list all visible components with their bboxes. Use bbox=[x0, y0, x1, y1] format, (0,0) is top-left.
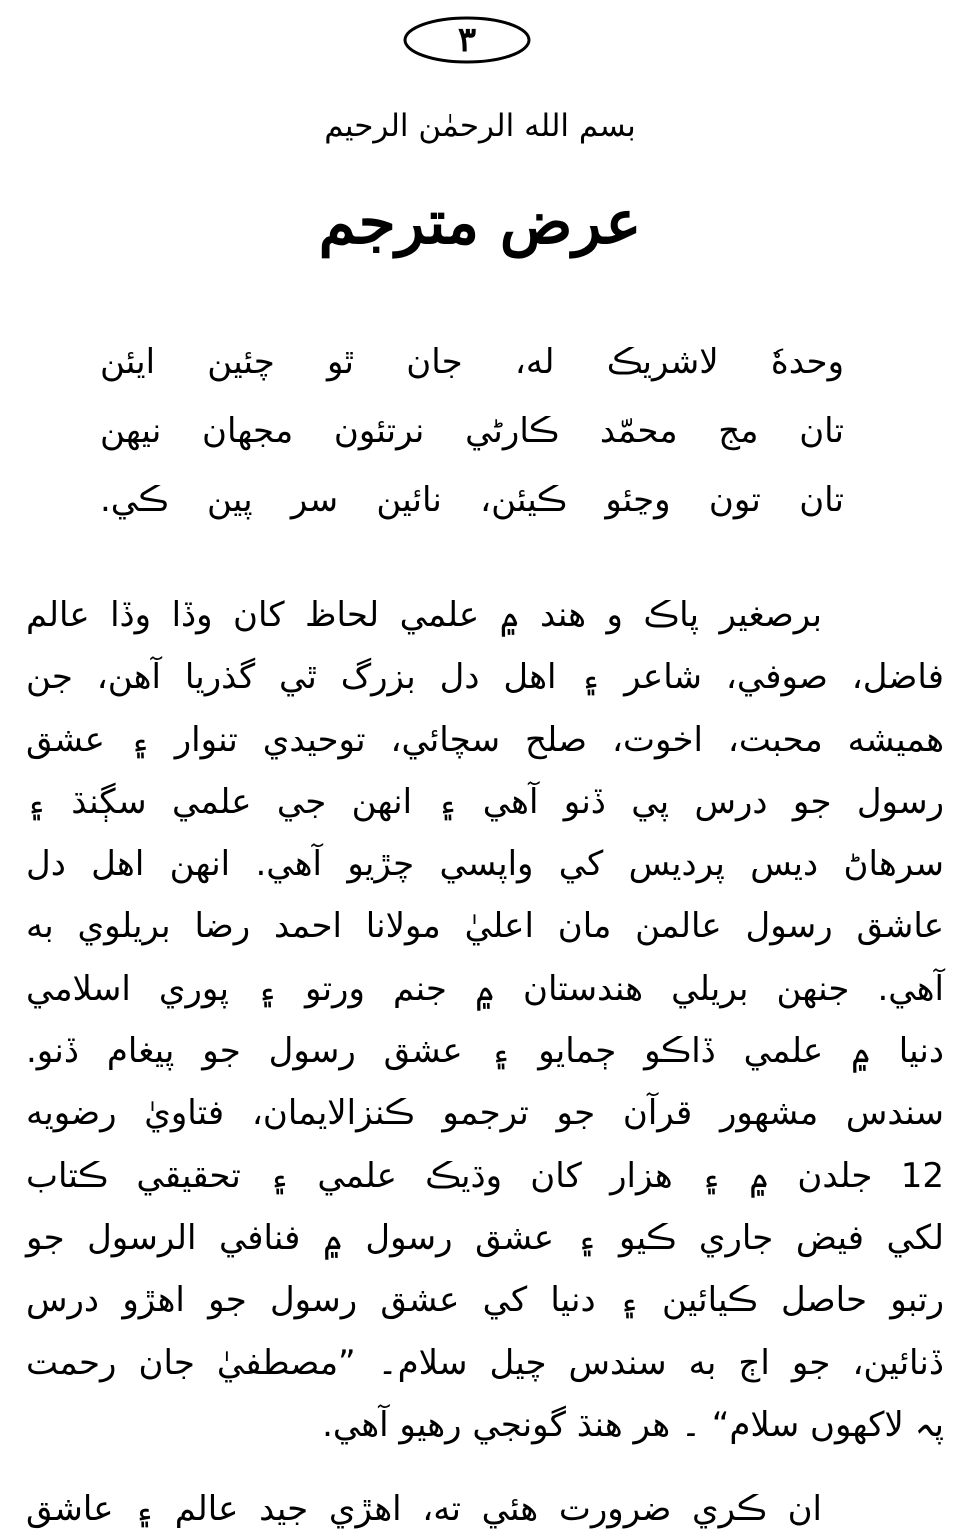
page-number: ٣ bbox=[457, 20, 477, 60]
paragraph-line: عاشق رسول عالمن مان اعليٰ مولانا احمد رضا بريلوي به bbox=[26, 906, 944, 947]
paragraph-line: ان ڪري ضرورت هئي ته، اهڙي جيد عالم ۽ عاشق bbox=[26, 1489, 822, 1529]
paragraph-2 bbox=[26, 1478, 944, 1540]
opening-verse bbox=[100, 328, 844, 535]
bismillah-heading: بسم الله الرحمٰن الرحيم bbox=[324, 108, 636, 144]
verse-line: تان تون وڃئو ڪيئن، نائين سر پين ڪي. bbox=[100, 480, 844, 520]
paragraph-line: سندس مشهور قرآن جو ترجمو ڪنزالايمان، فتاويٰ رضويه bbox=[26, 1093, 944, 1134]
paragraph-line: هميشه محبت، اخوت، صلح سچائي، توحيدي تنوار ۽ عشق bbox=[26, 719, 944, 760]
verse-line: تان مج محمّد ڪارڻي نرتئون مجهان نيهن bbox=[100, 411, 844, 451]
paragraph-line: پہ لاکھوں سلام“ ۔ هر هنڌ گونجي رهيو آهي. bbox=[322, 1404, 944, 1445]
paragraph-line: فاضل، صوفي، شاعر ۽ اهل دل بزرگ ٿي گذريا آهن، جن bbox=[26, 657, 944, 698]
paragraph-line: رتبو حاصل ڪيائين ۽ دنيا کي عشق رسول جو اهڙو درس bbox=[26, 1280, 944, 1321]
paragraph-line: رسول جو درس پي ڏنو آهي ۽ انهن جي علمي سڳنڌ ۽ bbox=[26, 781, 944, 822]
verse-line: وحدهٗ لاشريڪ له، جان ٿو چئين ايئن bbox=[100, 342, 844, 382]
paragraph-line: آهي. جنهن بريلي هندستان ۾ جنم ورتو ۽ پوري اسلامي bbox=[26, 968, 944, 1009]
paragraph-line: دنيا ۾ علمي ڏاڪو ڄمايو ۽ عشق رسول جو پيغام ڏنو. bbox=[26, 1031, 944, 1072]
page-number-badge bbox=[400, 12, 534, 68]
paragraph-line: برصغير پاڪ و هند ۾ علمي لحاظ کان وڏا وڏا عالم bbox=[26, 595, 822, 635]
paragraph-line: ڏنائين، جو اڄ به سندس چيل سلام۔ ”مصطفيٰ جان رحمت bbox=[26, 1342, 944, 1383]
paragraph-1 bbox=[26, 584, 944, 1456]
paragraph-line: 12 جلدن ۾ ۽ هزار کان وڌيڪ علمي ۽ تحقيقي ڪتاب bbox=[26, 1155, 944, 1196]
paragraph-line: لکي فيض جاري ڪيو ۽ عشق رسول ۾ فنافي الرسول جو bbox=[26, 1217, 944, 1258]
paragraph-line: سرهاڻ ديس پرديس کي واپسي چڙيو آهي. انهن اهل دل bbox=[26, 844, 944, 885]
page-title: عرض مترجم bbox=[318, 188, 642, 258]
